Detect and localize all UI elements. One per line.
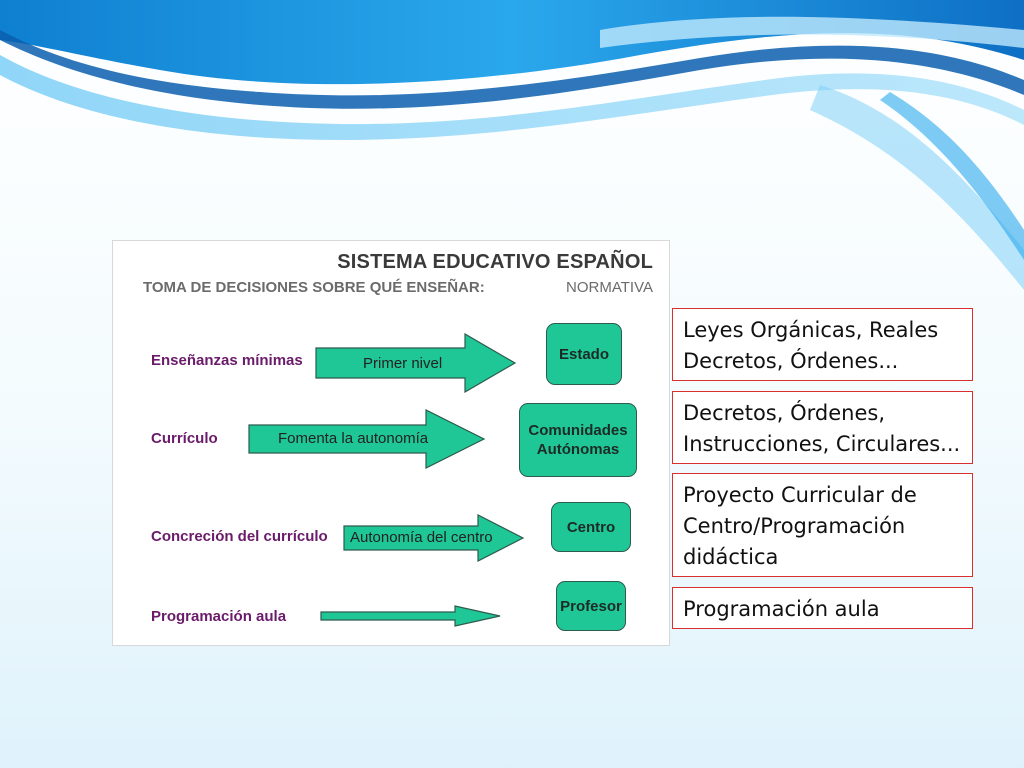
row-label-programacion: Programación aula (151, 608, 287, 625)
diagram-subtitle: TOMA DE DECISIONES SOBRE QUÉ ENSEÑAR: (143, 279, 485, 296)
normativa-box-proyecto-curricular (672, 473, 973, 577)
normativa-text: Leyes Orgánicas, Reales (683, 318, 939, 342)
arrow-text-primer-nivel: Primer nivel (363, 355, 443, 372)
box-comunidades-autonomas (519, 403, 637, 477)
box-profesor: Profesor (556, 581, 626, 631)
normativa-text: Decretos, Órdenes... (683, 349, 899, 373)
arrow-text-autonomia-centro: Autonomía del centro (350, 529, 493, 546)
normativa-text: Instrucciones, Circulares... (683, 432, 961, 456)
normativa-text: Proyecto Curricular de (683, 483, 917, 507)
normativa-text: Programación aula (683, 597, 880, 621)
box-centro: Centro (551, 502, 631, 552)
box-comunidades-line2: Autónomas (536, 441, 620, 458)
normativa-text: Decretos, Órdenes, (683, 401, 885, 425)
normativa-box-leyes (672, 308, 973, 381)
row-label-curriculo: Currículo (151, 430, 218, 447)
box-comunidades-line1: Comunidades (528, 422, 628, 439)
normativa-box-decretos (672, 391, 973, 464)
diagram-title: SISTEMA EDUCATIVO ESPAÑOL (337, 251, 653, 273)
normativa-text: didáctica (683, 545, 779, 569)
normativa-box-programacion-aula (672, 587, 973, 629)
diagram-panel (112, 240, 670, 646)
box-estado: Estado (546, 323, 622, 385)
normativa-text: Centro/Programación (683, 514, 906, 538)
normativa-header: NORMATIVA (566, 279, 653, 296)
arrow-text-fomenta-autonomia: Fomenta la autonomía (278, 430, 429, 447)
row-label-ensenanzas: Enseñanzas mínimas (151, 352, 303, 369)
arrow-programacion (320, 605, 502, 627)
row-label-concrecion: Concreción del currículo (151, 528, 328, 545)
